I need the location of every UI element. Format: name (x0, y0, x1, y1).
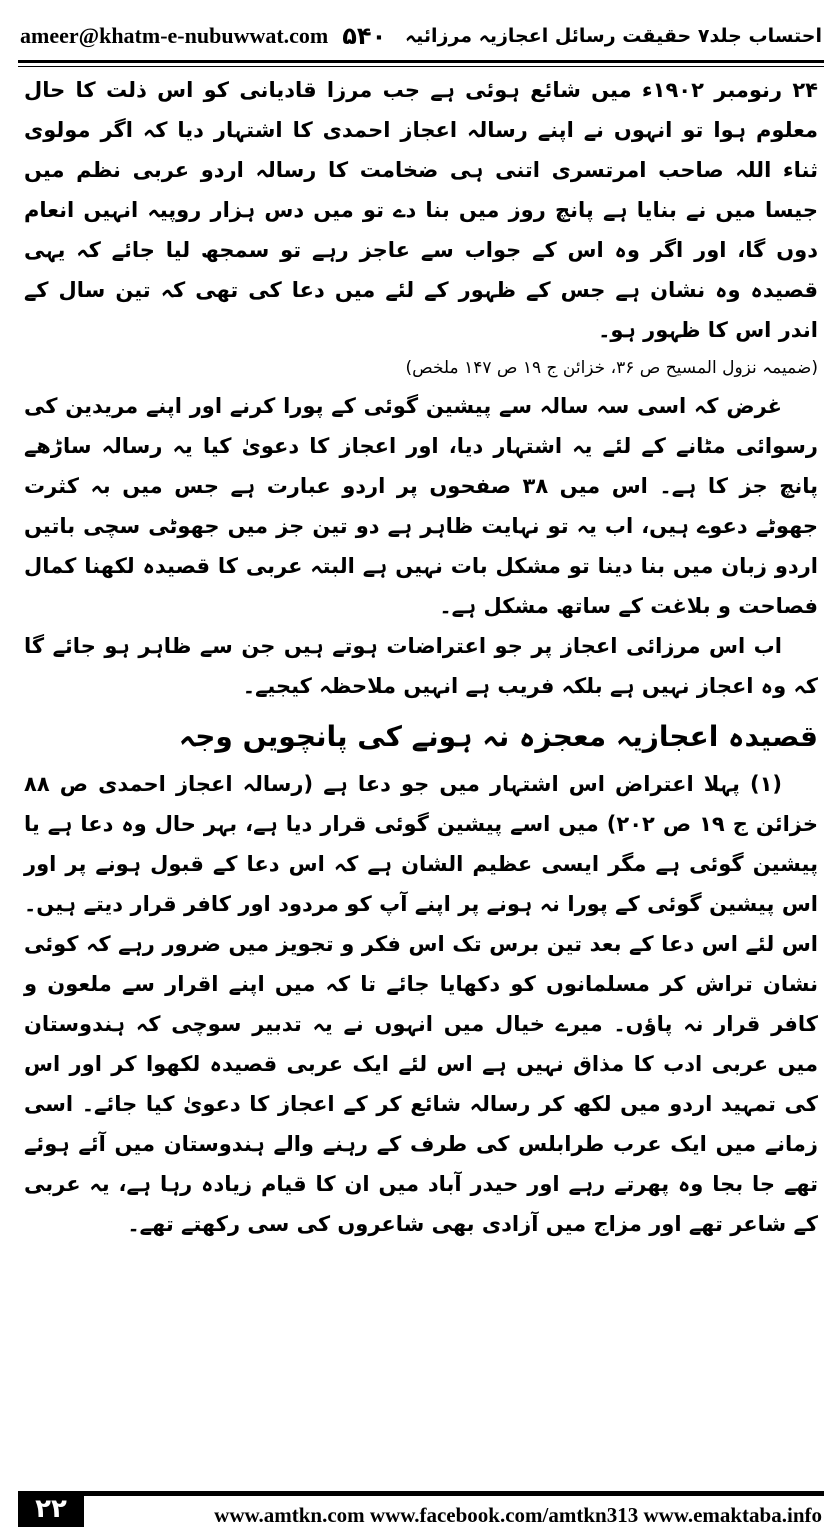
footer-divider (84, 1491, 824, 1496)
paragraph-1: ۲۴ رنومبر ۱۹۰۲ء میں شائع ہوئی ہے جب مرزا قادیانی کو اس ذلت کا حال معلوم ہوا تو انہوں نے اپنے رسالہ اعجاز احمدی کا اشتہار دیا کہ اگر مولوی ثناء اللہ صاحب امرتسری اتنی ہی ضخامت کا رسالہ اردو عربی نظم میں جیسا میں نے بنایا ہے پانچ روز میں بنا دے تو میں دس ہزار روپیہ انہیں انعام دوں گا، اور اگر وہ اس کے جواب سے عاجز رہے تو سمجھ لیا جائے کہ یہی قصیدہ وہ نشان ہے جس کے ظہور کے لئے میں دعا کی تھی کہ تین سال کے اندر اس کا ظہور ہو۔ (24, 78, 818, 342)
paragraph-2: غرض کہ اسی سہ سالہ سے پیشین گوئی کے پورا کرنے اور اپنے مریدین کی رسوائی مٹانے کے لئے یہ اشتہار دیا، اور اعجاز کا دعویٰ کیا یہ رسالہ ساڑھے پانچ جز کا ہے۔ اس میں ۳۸ صفحوں پر اردو عبارت ہے جس میں بہ کثرت جھوٹے دعوے ہیں، اب یہ تو نہایت ظاہر ہے دو تین جز میں جھوٹی سچی باتیں اردو زبان میں بنا دینا تو مشکل بات نہیں ہے البتہ عربی کا قصیدہ لکھنا کمال فصاحت و بلاغت کے ساتھ مشکل ہے۔ (24, 394, 818, 618)
paragraph-4: (۱) پہلا اعتراض اس اشتہار میں جو دعا ہے (رسالہ اعجاز احمدی ص ۸۸ خزائن ج ۱۹ ص ۲۰۲) میں اسے پیشین گوئی قرار دیا ہے، بہر حال وہ دعا ہے یا پیشین گوئی ہے مگر ایسی عظیم الشان ہے کہ اس دعا کے قبول ہونے پر اور اس پیشین گوئی کے پورا نہ ہونے پر اپنے آپ کو مردود اور کافر قرار دیتے ہیں۔ اس لئے اس دعا کے بعد تین برس تک اس فکر و تجویز میں ضرور رہے کہ کوئی نشان تراش کر مسلمانوں کو دکھایا جائے تا کہ میں اپنے اقرار سے ملعون و کافر قرار نہ پاؤں۔ میرے خیال میں انہوں نے یہ تدبیر سوچی کہ ہندوستان میں عربی ادب کا مذاق نہیں ہے اس لئے ایک عربی قصیدہ لکھوا کر اور اس کی تمہید اردو میں لکھ کر رسالہ شائع کر کے اعجاز کا دعویٰ کیا جائے۔ اسی زمانے میں ایک عرب طرابلس کی طرف کے رہنے والے ہندوستان میں آئے ہوئے تھے جا بجا وہ پھرتے رہے اور حیدر آباد میں ان کا قیام زیادہ رہا ہے، یہ عربی کے شاعر تھے اور مزاج میں آزادی بھی شاعروں کی سی رکھتے تھے۔ (24, 772, 818, 1236)
header-divider-thin (18, 66, 824, 67)
header-title: احتساب جلد۷ حقیقت رسائل اعجازیہ مرزائیہ (405, 25, 822, 47)
reference-citation: (ضمیمہ نزول المسیح ص ۳۶، خزائن ج ۱۹ ص ۱۴۷ ملخص) (405, 358, 818, 378)
header-divider (18, 60, 824, 63)
header-left (20, 22, 386, 50)
main-text (24, 70, 818, 1244)
section-heading: قصیدہ اعجازیہ معجزہ نہ ہونے کی پانچویں وجہ (178, 720, 818, 753)
paragraph-3: اب اس مرزائی اعجاز پر جو اعتراضات ہوتے ہیں جن سے ظاہر ہو جائے گا کہ وہ اعجاز نہیں ہے بلکہ فریب ہے انہیں ملاحظہ کیجیے۔ (24, 634, 818, 698)
header-email[interactable]: ameer@khatm-e-nubuwwat.com (20, 23, 329, 48)
footer-page-number: ۲۲ (18, 1491, 84, 1527)
header-page-number: ۵۴۰ (342, 22, 387, 50)
footer-links[interactable]: www.amtkn.com www.facebook.com/amtkn313 www.emaktaba.info (214, 1503, 822, 1527)
page-header (20, 16, 822, 56)
